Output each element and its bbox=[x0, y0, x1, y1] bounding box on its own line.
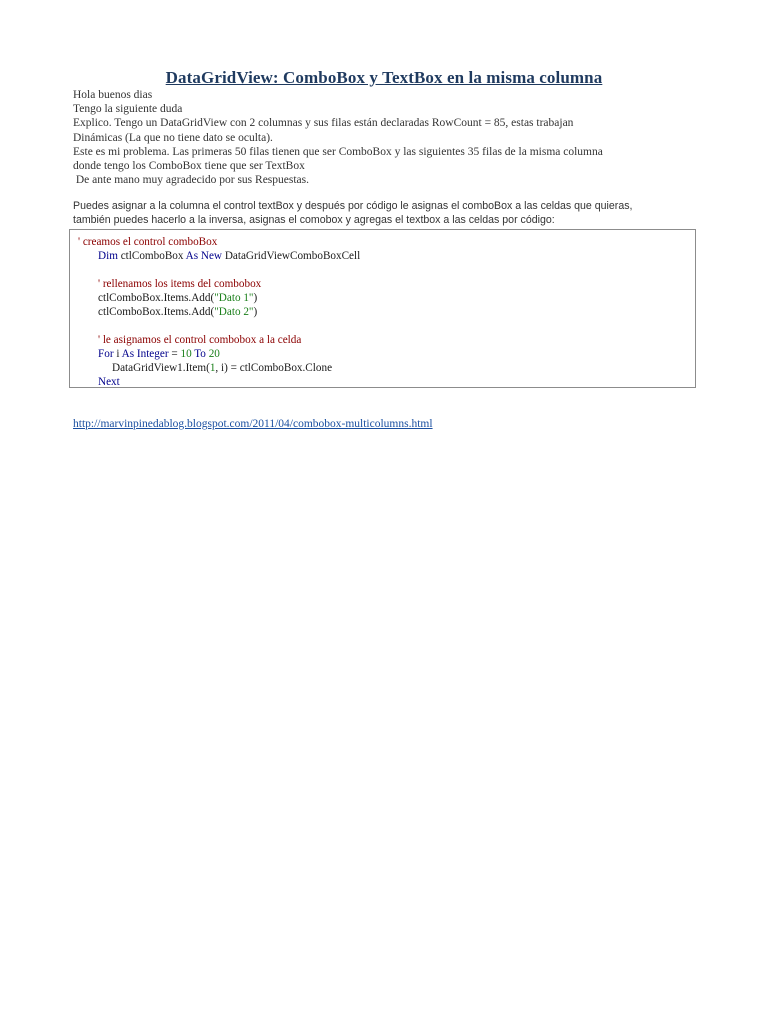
answer-line: también puedes hacerlo a la inversa, asignas el comobox y agregas el textbox a las celdas por código: bbox=[73, 213, 555, 226]
code-number: 20 bbox=[208, 348, 220, 360]
code-comment: ' le asignamos el control combobox a la celda bbox=[98, 334, 302, 346]
question-line: De ante mano muy agradecido por sus Respuestas. bbox=[73, 174, 310, 187]
question-line: Explico. Tengo un DataGridView con 2 columnas y sus filas están declaradas RowCount = 85, estas trabajan bbox=[73, 117, 574, 130]
code-text: ctlComboBox.Items.Add( bbox=[98, 306, 215, 318]
code-keyword: Dim bbox=[98, 250, 118, 262]
code-line bbox=[78, 305, 360, 319]
code-line bbox=[78, 375, 360, 389]
code-text: = bbox=[168, 348, 181, 360]
code-line bbox=[78, 361, 360, 375]
question-line: Tengo la siguiente duda bbox=[73, 103, 183, 116]
question-line: Dinámicas (La que no tiene dato se oculta). bbox=[73, 131, 273, 144]
code-text: ) bbox=[253, 292, 258, 304]
code-line bbox=[78, 291, 360, 305]
answer-line: Puedes asignar a la columna el control textBox y después por código le asignas el comboBox a las celdas que quieras, bbox=[73, 200, 633, 212]
code-line bbox=[78, 249, 360, 263]
question-line: Este es mi problema. Las primeras 50 filas tienen que ser ComboBox y las siguientes 35 filas de la misma columna bbox=[73, 145, 603, 158]
code-text: ctlComboBox bbox=[117, 250, 186, 262]
code-line bbox=[78, 333, 360, 347]
code-comment: ' creamos el control comboBox bbox=[78, 236, 218, 248]
question-text bbox=[73, 88, 713, 187]
question-line: donde tengo los ComboBox tiene que ser TextBox bbox=[73, 160, 305, 173]
code-number: 10 bbox=[180, 348, 192, 360]
code-text: i bbox=[113, 348, 122, 360]
code-text: DataGridViewComboBoxCell bbox=[222, 250, 361, 262]
code-keyword: As Integer bbox=[121, 348, 169, 360]
code-blank-line bbox=[78, 319, 360, 333]
code-string: "Dato 2" bbox=[214, 306, 254, 318]
code-keyword: As New bbox=[185, 250, 223, 262]
page-title: DataGridView: ComboBox y TextBox en la misma columna bbox=[165, 68, 603, 87]
code-text: , i) = ctlComboBox.Clone bbox=[215, 362, 333, 374]
code-blank-line bbox=[78, 263, 360, 277]
code-number: 1 bbox=[209, 362, 216, 374]
code-comment: ' rellenamos los items del combobox bbox=[98, 278, 262, 290]
code-keyword: To bbox=[191, 348, 209, 360]
code-text: ctlComboBox.Items.Add( bbox=[98, 292, 215, 304]
code-line bbox=[78, 347, 360, 361]
code-keyword: Next bbox=[98, 376, 120, 388]
code-text: ) bbox=[253, 306, 258, 318]
code-string: "Dato 1" bbox=[214, 292, 254, 304]
code-block bbox=[69, 229, 696, 388]
code-line bbox=[78, 235, 360, 249]
code-text: DataGridView1.Item( bbox=[112, 362, 210, 374]
code-listing bbox=[78, 235, 360, 389]
code-keyword: For bbox=[98, 348, 114, 360]
code-line bbox=[78, 277, 360, 291]
answer-text bbox=[73, 200, 713, 227]
question-line: Hola buenos dias bbox=[73, 89, 153, 101]
reference-link[interactable]: http://marvinpinedablog.blogspot.com/2011/04/combobox-multicolumns.html bbox=[73, 418, 433, 430]
